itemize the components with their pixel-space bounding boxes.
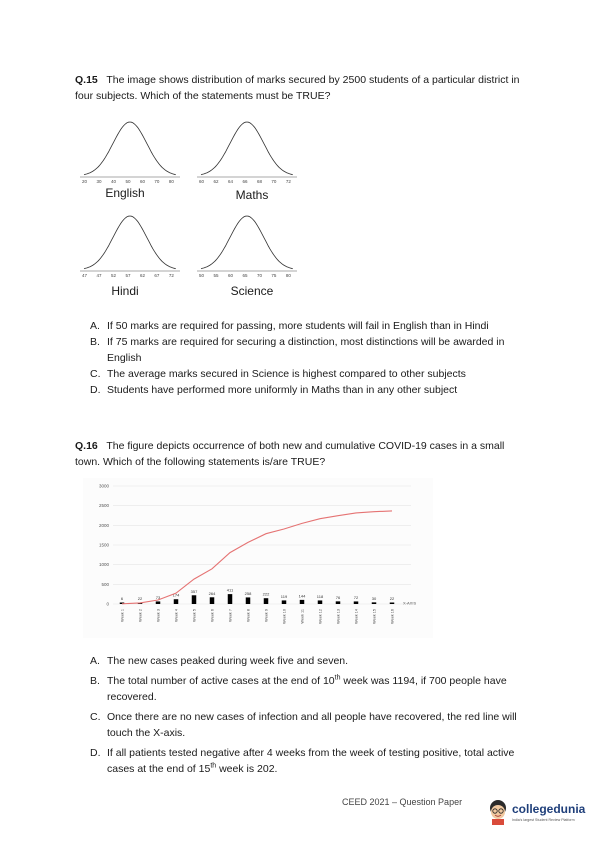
- x-tick-label: Week 5: [192, 609, 197, 622]
- y-tick-label: 3000: [98, 483, 109, 489]
- x-tick-label: Week 6: [210, 609, 215, 622]
- tick-label: 30: [96, 179, 102, 184]
- option-letter: B.: [90, 336, 100, 348]
- tick-label: 62: [213, 179, 219, 184]
- tick-labels-hindi: [82, 273, 174, 278]
- x-tick-label: Week 10: [282, 609, 287, 624]
- option-text-cont: week is 202.: [216, 763, 278, 775]
- q15-number: Q.15: [75, 74, 98, 86]
- tick-label: 80: [285, 273, 291, 278]
- bar-4: [174, 599, 179, 604]
- option-text: Once there are no new cases of infection and all people have recovered, the red line will touch the X-axis.: [107, 711, 517, 739]
- tick-label: 66: [242, 179, 248, 184]
- tick-label: 52: [110, 273, 116, 278]
- option-letter: A.: [90, 655, 100, 667]
- q16-text: The figure depicts occurrence of both new and cumulative COVID-19 cases in a small town. Which of the following statements is/are TRUE?: [75, 440, 505, 468]
- bar-value-label: 22: [137, 596, 143, 601]
- subject-label-science: Science: [230, 284, 274, 298]
- q16-options: [90, 653, 530, 781]
- subject-label-hindi: Hindi: [111, 284, 139, 298]
- q15-options: [90, 318, 530, 398]
- tick-label: 62: [139, 273, 145, 278]
- q16-question: [75, 438, 525, 470]
- bar-value-label: 357: [190, 588, 198, 594]
- x-tick-label: Week 13: [336, 609, 341, 624]
- tick-label: 55: [213, 273, 219, 278]
- collegedunia-logo: [486, 796, 586, 830]
- tick-label: 47: [96, 273, 102, 278]
- x-tick-label: Week 12: [318, 609, 323, 624]
- bar-11: [300, 600, 305, 604]
- tick-label: 70: [256, 273, 262, 278]
- x-tick-label: Week 11: [300, 609, 305, 624]
- tick-label: 60: [139, 179, 145, 184]
- bar-5: [192, 595, 197, 604]
- option-letter: D.: [90, 747, 101, 759]
- tick-label: 72: [285, 179, 291, 184]
- option-d: [90, 745, 530, 777]
- chart-background: [83, 478, 433, 638]
- option-text: If all patients tested negative after 4 weeks from the week of testing positive, total active cases at the end of 15: [107, 747, 515, 775]
- tick-label: 70: [271, 179, 277, 184]
- option-text: The new cases peaked during week five and seven.: [107, 655, 349, 667]
- tick-label: 70: [154, 179, 160, 184]
- tick-label: 47: [82, 273, 88, 278]
- logo-tagline: India's largest Student Review Platform: [512, 818, 575, 822]
- option-d: [90, 382, 530, 398]
- tick-labels-english: [82, 179, 174, 184]
- bar-10: [282, 600, 287, 604]
- tick-label: 80: [168, 179, 174, 184]
- bell-curve-english: [80, 118, 180, 180]
- option-letter: A.: [90, 320, 100, 332]
- tick-label: 50: [199, 273, 205, 278]
- option-a: [90, 653, 530, 669]
- option-letter: C.: [90, 368, 101, 380]
- mascot-icon: [486, 798, 510, 826]
- tick-label: 50: [125, 179, 131, 184]
- bar-3: [156, 601, 161, 604]
- tick-label: 67: [154, 273, 160, 278]
- bar-value-label: 119: [280, 593, 288, 599]
- subject-label-maths: Maths: [235, 188, 269, 202]
- x-tick-label: Week 16: [390, 609, 395, 624]
- tick-label: 40: [110, 179, 116, 184]
- bar-9: [264, 598, 269, 604]
- option-c: [90, 709, 530, 741]
- option-b: [90, 673, 530, 705]
- bar-12: [318, 600, 323, 604]
- bar-value-label: 411: [226, 587, 234, 593]
- tick-label: 68: [256, 179, 262, 184]
- x-tick-label: Week 1: [120, 609, 125, 622]
- x-tick-label: Week 3: [156, 609, 161, 622]
- option-letter: B.: [90, 675, 100, 687]
- bar-value-label: 22: [389, 596, 395, 601]
- option-text: The average marks secured in Science is highest compared to other subjects: [107, 368, 466, 380]
- option-text: If 75 marks are required for securing a distinction, most distinctions will be awarded in English: [107, 336, 505, 364]
- tick-label: 75: [271, 273, 277, 278]
- bar-14: [354, 601, 359, 604]
- tick-label: 65: [242, 273, 248, 278]
- option-text-cont: week was 1194, if 700 people have recovered.: [107, 675, 507, 703]
- ordinal-suffix: th: [334, 674, 341, 682]
- x-tick-label: Week 9: [264, 609, 269, 622]
- bar-7: [228, 594, 233, 604]
- tick-label: 64: [227, 179, 233, 184]
- bar-value-label: 174: [172, 592, 180, 598]
- option-letter: D.: [90, 384, 101, 396]
- bar-value-label: 73: [155, 594, 161, 600]
- bar-value-label: 76: [335, 594, 341, 600]
- y-tick-label: 0: [106, 601, 109, 607]
- x-tick-label: Week 7: [228, 609, 233, 622]
- bar-value-label: 118: [316, 593, 324, 599]
- x-tick-label: Week 8: [246, 609, 251, 622]
- bar-8: [246, 597, 251, 604]
- bar-value-label: 72: [353, 594, 359, 600]
- tick-labels-maths: [199, 179, 291, 184]
- bar-value-label: 144: [298, 593, 306, 599]
- bell-curve-hindi: [80, 212, 180, 274]
- bar-value-label: 30: [371, 595, 377, 601]
- bar-value-label: 222: [262, 591, 270, 597]
- tick-label: 57: [125, 273, 131, 278]
- option-a: [90, 318, 530, 334]
- tick-label: 60: [199, 179, 205, 184]
- x-axis-label: X-AXIS: [403, 600, 417, 606]
- covid-cases-chart: [83, 478, 433, 638]
- bar-value-label: 264: [208, 590, 216, 596]
- option-b: [90, 334, 530, 366]
- q15-question: [75, 72, 525, 104]
- y-tick-label: 500: [101, 581, 109, 587]
- x-tick-label: Week 2: [138, 609, 143, 622]
- y-tick-label: 2500: [98, 503, 109, 509]
- bar-value-label: 258: [244, 590, 252, 596]
- q15-text: The image shows distribution of marks secured by 2500 students of a particular district in four subjects. Which of the statements must be TRUE?: [75, 74, 520, 102]
- q16-number: Q.16: [75, 440, 98, 452]
- option-letter: C.: [90, 711, 101, 723]
- logo-text: collegedunia: [512, 802, 586, 816]
- option-text: Students have performed more uniformly in Maths than in any other subject: [107, 384, 458, 396]
- x-tick-label: Week 4: [174, 609, 179, 622]
- x-tick-label: Week 15: [372, 609, 377, 624]
- option-text: The total number of active cases at the end of 10: [107, 675, 335, 687]
- y-tick-label: 2000: [98, 522, 109, 528]
- bell-curve-maths: [197, 118, 297, 180]
- tick-label: 60: [227, 273, 233, 278]
- y-tick-label: 1000: [98, 562, 109, 568]
- bell-curve-science: [197, 212, 297, 274]
- bar-6: [210, 597, 215, 604]
- option-c: [90, 366, 530, 382]
- bar-13: [336, 601, 341, 604]
- tick-label: 20: [82, 179, 88, 184]
- tick-label: 72: [168, 273, 174, 278]
- bar-value-label: 6: [120, 596, 124, 601]
- subject-label-english: English: [105, 186, 145, 200]
- y-tick-label: 1500: [98, 542, 109, 548]
- x-tick-label: Week 14: [354, 609, 359, 624]
- ordinal-suffix: th: [210, 762, 217, 770]
- footer-text: CEED 2021 – Question Paper: [342, 797, 463, 807]
- bar-15: [372, 602, 377, 604]
- bar-16: [390, 603, 395, 605]
- tick-labels-science: [199, 273, 291, 278]
- option-text: If 50 marks are required for passing, more students will fail in English than in Hindi: [107, 320, 489, 332]
